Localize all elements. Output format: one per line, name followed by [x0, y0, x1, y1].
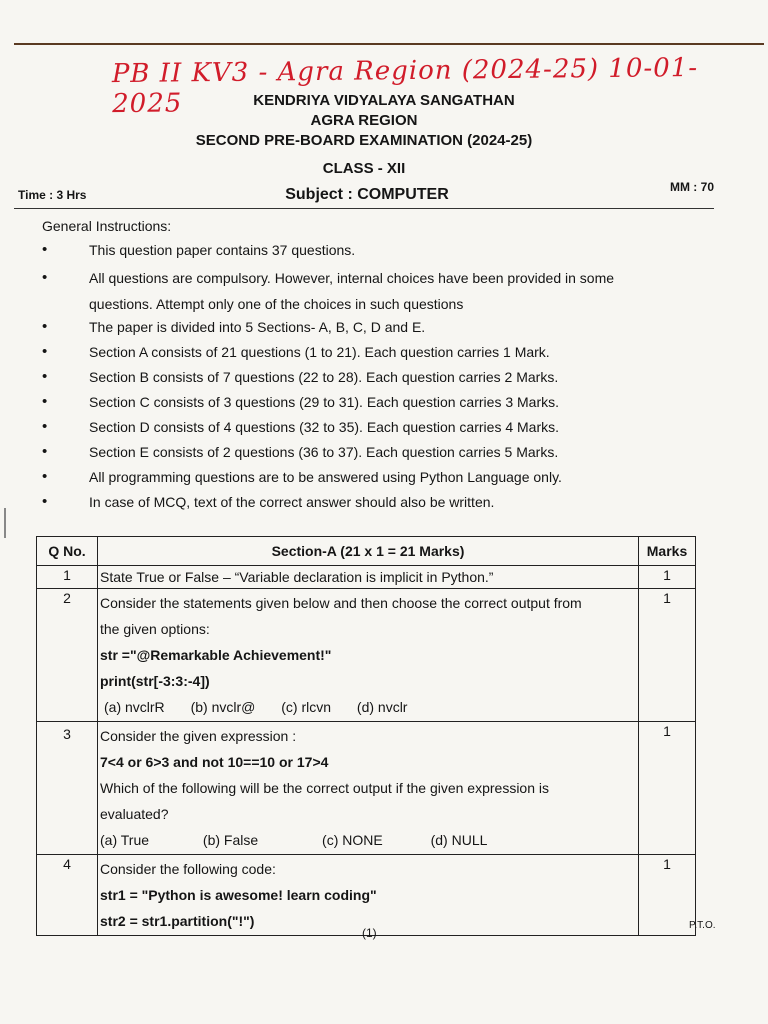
code-line: str2 = str1.partition("!")	[100, 913, 255, 929]
page-number: (1)	[362, 926, 377, 940]
region-name: AGRA REGION	[310, 112, 418, 129]
col-header-qno: Q No.	[37, 537, 98, 566]
code-line: str1 = "Python is awesome! learn coding"	[100, 887, 377, 903]
option-a: (a) nvclrR	[104, 699, 165, 715]
question-number: 1	[37, 566, 98, 589]
question-line: evaluated?	[100, 806, 169, 822]
question-line: the given options:	[100, 621, 210, 637]
instruction-item: • Section C consists of 3 questions (29 to 31). Each question carries 3 Marks.	[0, 392, 768, 417]
option-c: (c) rlcvn	[281, 699, 332, 715]
time-label: Time : 3 Hrs	[18, 188, 87, 202]
answer-options	[100, 694, 636, 720]
question-marks: 1	[639, 855, 696, 936]
instruction-item: • Section D consists of 4 questions (32 to 35). Each question carries 4 Marks.	[0, 417, 768, 442]
exam-title: SECOND PRE-BOARD EXAMINATION (2024-25)	[195, 132, 533, 149]
question-text	[98, 855, 639, 936]
instruction-text: • All questions are compulsory. However, internal choices have been provided in some questions. Attempt only one of the choices in such questions	[89, 270, 615, 312]
table-row	[37, 722, 696, 855]
option-d: (d) NULL	[430, 832, 488, 848]
max-marks-label: MM : 70	[669, 180, 714, 194]
code-line: str ="@Remarkable Achievement!"	[100, 647, 332, 663]
expression-line: 7<4 or 6>3 and not 10==10 or 17>4	[100, 754, 329, 770]
header-divider	[14, 208, 714, 209]
question-marks: 1	[639, 722, 696, 855]
instruction-item: • Section E consists of 2 questions (36 to 37). Each question carries 5 Marks.	[0, 442, 768, 467]
col-header-marks: Marks	[639, 537, 696, 566]
handwritten-annotation: PB II KV3 - Agra Region (2024-25) 10-01-2025	[111, 53, 699, 120]
subject-label: Subject : COMPUTER	[285, 186, 449, 203]
answer-options	[100, 827, 636, 853]
option-b: (b) nvclr@	[190, 699, 256, 715]
question-line: Consider the given expression :	[100, 728, 297, 744]
instruction-item: • In case of MCQ, text of the correct answer should also be written.	[0, 492, 768, 517]
instruction-item: • Section A consists of 21 questions (1 to 21). Each question carries 1 Mark.	[0, 342, 768, 367]
instruction-item	[0, 265, 768, 317]
question-text	[98, 589, 639, 722]
question-number: 4	[37, 855, 98, 936]
question-text	[98, 566, 639, 589]
question-table	[36, 536, 696, 936]
top-rule	[14, 43, 764, 45]
organization-name: KENDRIYA VIDYALAYA SANGATHAN	[253, 92, 515, 109]
instruction-item: • Section B consists of 7 questions (22 to 28). Each question carries 2 Marks.	[0, 367, 768, 392]
question-number: 3	[37, 722, 98, 855]
question-number: 2	[37, 589, 98, 722]
instruction-item: • This question paper contains 37 questions.	[0, 240, 768, 265]
table-row	[37, 589, 696, 722]
option-a: (a) True	[100, 832, 150, 848]
question-line: Consider the statements given below and then choose the correct output from	[100, 595, 582, 611]
table-row	[37, 566, 696, 589]
instructions-list	[0, 240, 768, 517]
option-b: (b) False	[202, 832, 259, 848]
code-line: print(str[-3:3:-4])	[100, 673, 210, 689]
pto-label: P.T.O.	[689, 920, 716, 931]
question-marks: 1	[639, 589, 696, 722]
question-line: Which of the following will be the correct output if the given expression is	[100, 780, 550, 796]
instructions-title: General Instructions:	[42, 218, 172, 234]
question-marks: 1	[639, 566, 696, 589]
table-header-row	[37, 537, 696, 566]
col-header-section: Section-A (21 x 1 = 21 Marks)	[98, 537, 639, 566]
question-line: Consider the following code:	[100, 861, 276, 877]
option-d: (d) nvclr	[356, 699, 408, 715]
question-line: State True or False – “Variable declaration is implicit in Python.”	[100, 569, 494, 585]
class-label: CLASS - XII	[322, 160, 406, 177]
table-row	[37, 855, 696, 936]
instruction-item: • All programming questions are to be answered using Python Language only.	[0, 467, 768, 492]
option-c: (c) NONE	[322, 832, 383, 848]
instruction-item: • The paper is divided into 5 Sections- A, B, C, D and E.	[0, 317, 768, 342]
question-text	[98, 722, 639, 855]
